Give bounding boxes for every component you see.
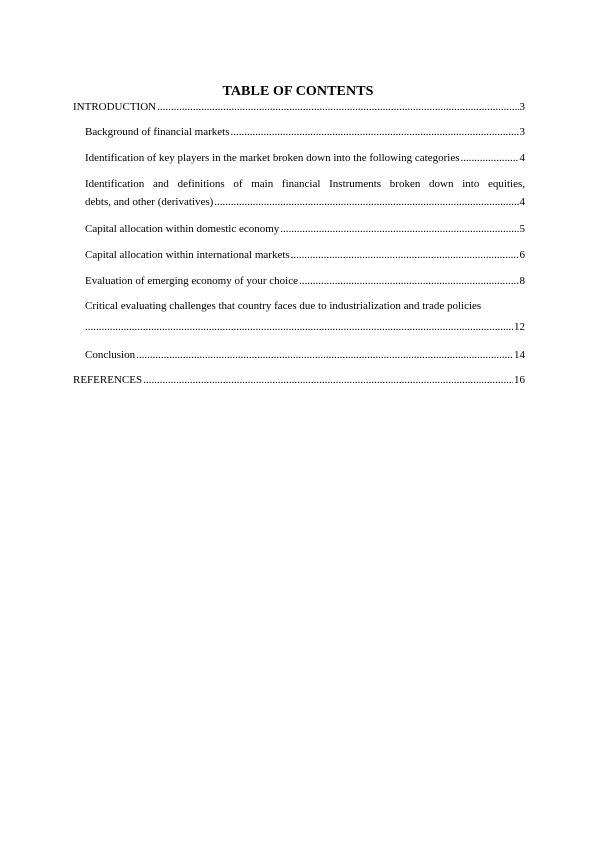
dot-leader bbox=[136, 349, 513, 362]
dot-leader bbox=[85, 321, 513, 334]
toc-entry-emerging-economy[interactable] bbox=[85, 275, 525, 288]
toc-entry-financial-instruments[interactable] bbox=[85, 178, 525, 209]
toc-page-number: 6 bbox=[519, 249, 525, 261]
toc-entry-conclusion[interactable] bbox=[85, 349, 525, 362]
toc-entry-international-allocation[interactable] bbox=[85, 249, 525, 262]
toc-entry-text-line1: Critical evaluating challenges that country faces due to industrialization and trade policies bbox=[85, 300, 482, 312]
toc-page-number: 8 bbox=[519, 275, 525, 287]
toc-entry-text: Capital allocation within domestic economy bbox=[85, 223, 280, 235]
dot-leader bbox=[143, 374, 513, 387]
dot-leader bbox=[280, 223, 518, 236]
toc-page-number: 4 bbox=[519, 152, 525, 164]
dot-leader bbox=[214, 196, 518, 209]
toc-title: TABLE OF CONTENTS bbox=[222, 84, 374, 99]
toc-entry-domestic-allocation[interactable] bbox=[85, 223, 525, 236]
dot-leader bbox=[157, 101, 518, 114]
toc-entry-text: Evaluation of emerging economy of your choice bbox=[85, 275, 299, 287]
toc-entry-text: Conclusion bbox=[85, 349, 136, 361]
dot-leader bbox=[291, 249, 519, 262]
dot-leader bbox=[461, 152, 519, 165]
toc-page-number: 12 bbox=[514, 321, 525, 333]
toc-entry-critical-evaluation[interactable] bbox=[85, 300, 525, 334]
toc-entry-background[interactable] bbox=[85, 126, 525, 139]
toc-entry-key-players[interactable] bbox=[85, 152, 525, 165]
toc-entry-references[interactable] bbox=[73, 374, 525, 387]
toc-entry-introduction[interactable] bbox=[73, 101, 525, 114]
toc-entry-text: Background of financial markets bbox=[85, 126, 230, 138]
dot-leader bbox=[299, 275, 518, 288]
dot-leader bbox=[230, 126, 518, 139]
toc-entry-text-line2: debts, and other (derivatives) bbox=[85, 196, 214, 208]
toc-entry-text-line1: Identification and definitions of main financial Instruments broken down into equities, bbox=[85, 178, 525, 190]
toc-page-number: 14 bbox=[514, 349, 525, 361]
toc-entry-text: Identification of key players in the market broken down into the following categories bbox=[85, 152, 460, 164]
toc-entry-text: REFERENCES bbox=[73, 374, 143, 386]
toc-page-number: 3 bbox=[519, 126, 525, 138]
toc-page-number: 3 bbox=[519, 101, 525, 113]
toc-page-number: 5 bbox=[519, 223, 525, 235]
toc-entry-text: INTRODUCTION bbox=[73, 101, 157, 113]
toc-entry-text: Capital allocation within international markets bbox=[85, 249, 290, 261]
toc-page-number: 16 bbox=[514, 374, 525, 386]
toc-page-number: 4 bbox=[519, 196, 525, 208]
